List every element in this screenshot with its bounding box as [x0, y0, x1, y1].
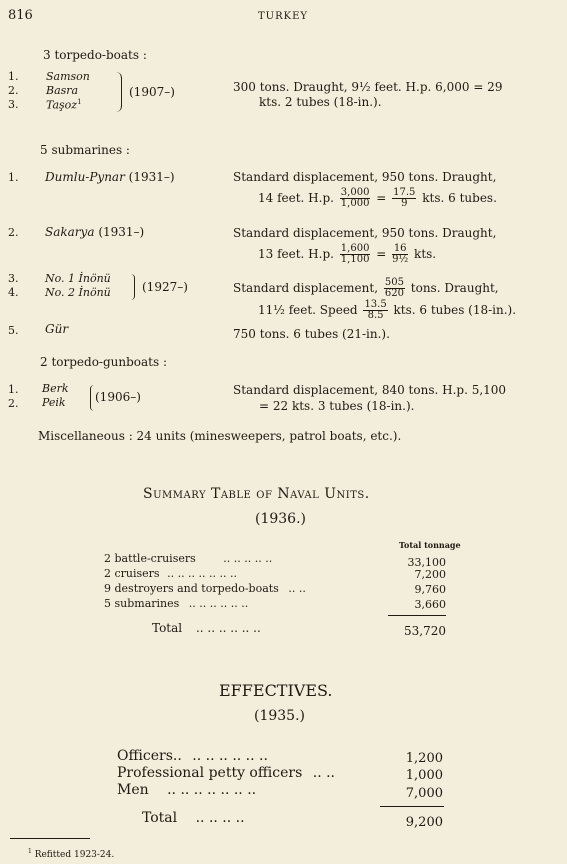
table-cell-value: 1,200 [405, 751, 443, 766]
footnote-mark: 1 [77, 98, 82, 106]
total-row: Total .. .. .. .. [142, 810, 245, 826]
footnote-mark: 1 [28, 848, 32, 855]
vessel-description: 14 feet. H.p. $\frac{3,000}{1,000}$ = $\frac{17.5}{9}$ kts. 6 tubes. [258, 187, 497, 209]
effectives-title: EFFECTIVES. [219, 681, 333, 700]
torpedo-gunboats-heading: 2 torpedo-gunboats : [40, 355, 168, 369]
vessel-name: Gür [45, 322, 69, 336]
list-item-number: 3. [8, 272, 19, 285]
vessel-name: Basra [46, 84, 79, 97]
table-row: 9 destroyers and torpedo-boats .. .. [104, 582, 306, 595]
vessel-name: No. 1 İnönü [45, 272, 111, 285]
vessel-description: Standard displacement, 840 tons. H.p. 5,100 [233, 383, 507, 397]
grouping-brace [116, 72, 122, 112]
speed-fraction: $\frac{17.5}{9}$ [393, 187, 416, 209]
vessel-name: Dumlu-Pynar [45, 170, 125, 184]
table-cell-value: 9,760 [414, 583, 446, 596]
table-cell-value: 3,660 [414, 598, 446, 611]
vessel-description: Standard displacement, $\frac{505}{620}$ tons. Draught, [233, 277, 499, 299]
column-header: Total tonnage [399, 540, 461, 550]
footnote-rule [10, 838, 90, 839]
build-year: (1927–) [142, 280, 188, 294]
hp-fraction: $\frac{1,600}{1,100}$ [340, 243, 370, 265]
speed-fraction: $\frac{13.5}{8.5}$ [364, 299, 387, 321]
list-item-number: 2. [8, 84, 19, 97]
summary-title: Summary Table of Naval Units. [143, 486, 370, 502]
list-item-number: 3. [8, 98, 19, 111]
list-item-number: 4. [8, 286, 19, 299]
table-row: Men .. .. .. .. .. .. .. [117, 782, 257, 798]
table-row: Officers.. .. .. .. .. .. .. [117, 748, 268, 764]
build-year: (1931–) [128, 170, 175, 184]
vessel-name: Berk [42, 382, 69, 395]
vessel-description: 13 feet. H.p. $\frac{1,600}{1,100}$ = $\frac{16}{\text{9½}}$ kts. [258, 243, 437, 265]
list-item-number: 2. [8, 397, 19, 410]
table-cell-value: 7,000 [405, 786, 443, 801]
total-row: Total .. .. .. .. .. .. [152, 621, 261, 635]
running-title: TURKEY [258, 11, 308, 22]
vessel-name: No. 2 İnönü [45, 286, 111, 299]
hp-fraction: $\frac{3,000}{1,000}$ [340, 187, 370, 209]
submarines-heading: 5 submarines : [40, 143, 130, 157]
page-number: 816 [8, 8, 33, 23]
footnote: $^1$ Refitted 1923-24. [28, 848, 115, 860]
build-year: (1906–) [95, 390, 141, 404]
list-item-number: 5. [8, 324, 19, 337]
list-item-number: 2. [8, 226, 19, 239]
vessel-entry [45, 170, 175, 184]
vessel-entry [45, 225, 144, 239]
speed-fraction: $\frac{16}{\text{9½}}$ [392, 243, 409, 265]
total-rule [388, 615, 446, 616]
vessel-name: Taşoz$^1$ [46, 98, 82, 112]
vessel-description: 11½ feet. Speed $\frac{13.5}{8.5}$ kts. 6 tubes (18-in.). [258, 299, 517, 321]
vessel-description: 750 tons. 6 tubes (21-in.). [233, 327, 390, 341]
vessel-description: Standard displacement, 950 tons. Draught, [233, 226, 497, 240]
table-row: 2 cruisers .. .. .. .. .. .. .. [104, 567, 238, 580]
list-item-number: 1. [8, 171, 19, 184]
vessel-description: = 22 kts. 3 tubes (18-in.). [259, 399, 415, 413]
vessel-description: Standard displacement, 950 tons. Draught, [233, 170, 497, 184]
displacement-fraction: $\frac{505}{620}$ [384, 277, 404, 299]
table-cell-value: 1,000 [405, 768, 443, 783]
list-item-number: 1. [8, 383, 19, 396]
vessel-description: kts. 2 tubes (18-in.). [259, 95, 382, 109]
vessel-name: Samson [46, 70, 90, 83]
total-value: 53,720 [404, 624, 446, 638]
effectives-year: (1935.) [254, 708, 306, 724]
miscellaneous-line: Miscellaneous : 24 units (minesweepers, patrol boats, etc.). [38, 429, 402, 443]
build-year: (1907–) [129, 85, 175, 99]
total-rule [380, 806, 444, 807]
list-item-number: 1. [8, 70, 19, 83]
vessel-description: 300 tons. Draught, 9½ feet. H.p. 6,000 = 29 [233, 80, 503, 94]
torpedo-boats-heading: 3 torpedo-boats : [43, 48, 147, 62]
total-value: 9,200 [405, 815, 443, 830]
table-cell-value: 33,100 [407, 556, 446, 569]
grouping-brace [90, 385, 94, 411]
table-row: 5 submarines .. .. .. .. .. .. [104, 597, 249, 610]
vessel-name: Sakarya [45, 225, 95, 239]
table-cell-value: 7,200 [414, 568, 446, 581]
grouping-brace [131, 274, 135, 300]
vessel-name: Peik [42, 396, 66, 409]
build-year: (1931–) [98, 225, 145, 239]
table-row: 2 battle-cruisers .. .. .. .. .. [104, 552, 273, 565]
table-row: Professional petty officers .. .. [117, 765, 336, 781]
summary-year: (1936.) [255, 511, 307, 527]
